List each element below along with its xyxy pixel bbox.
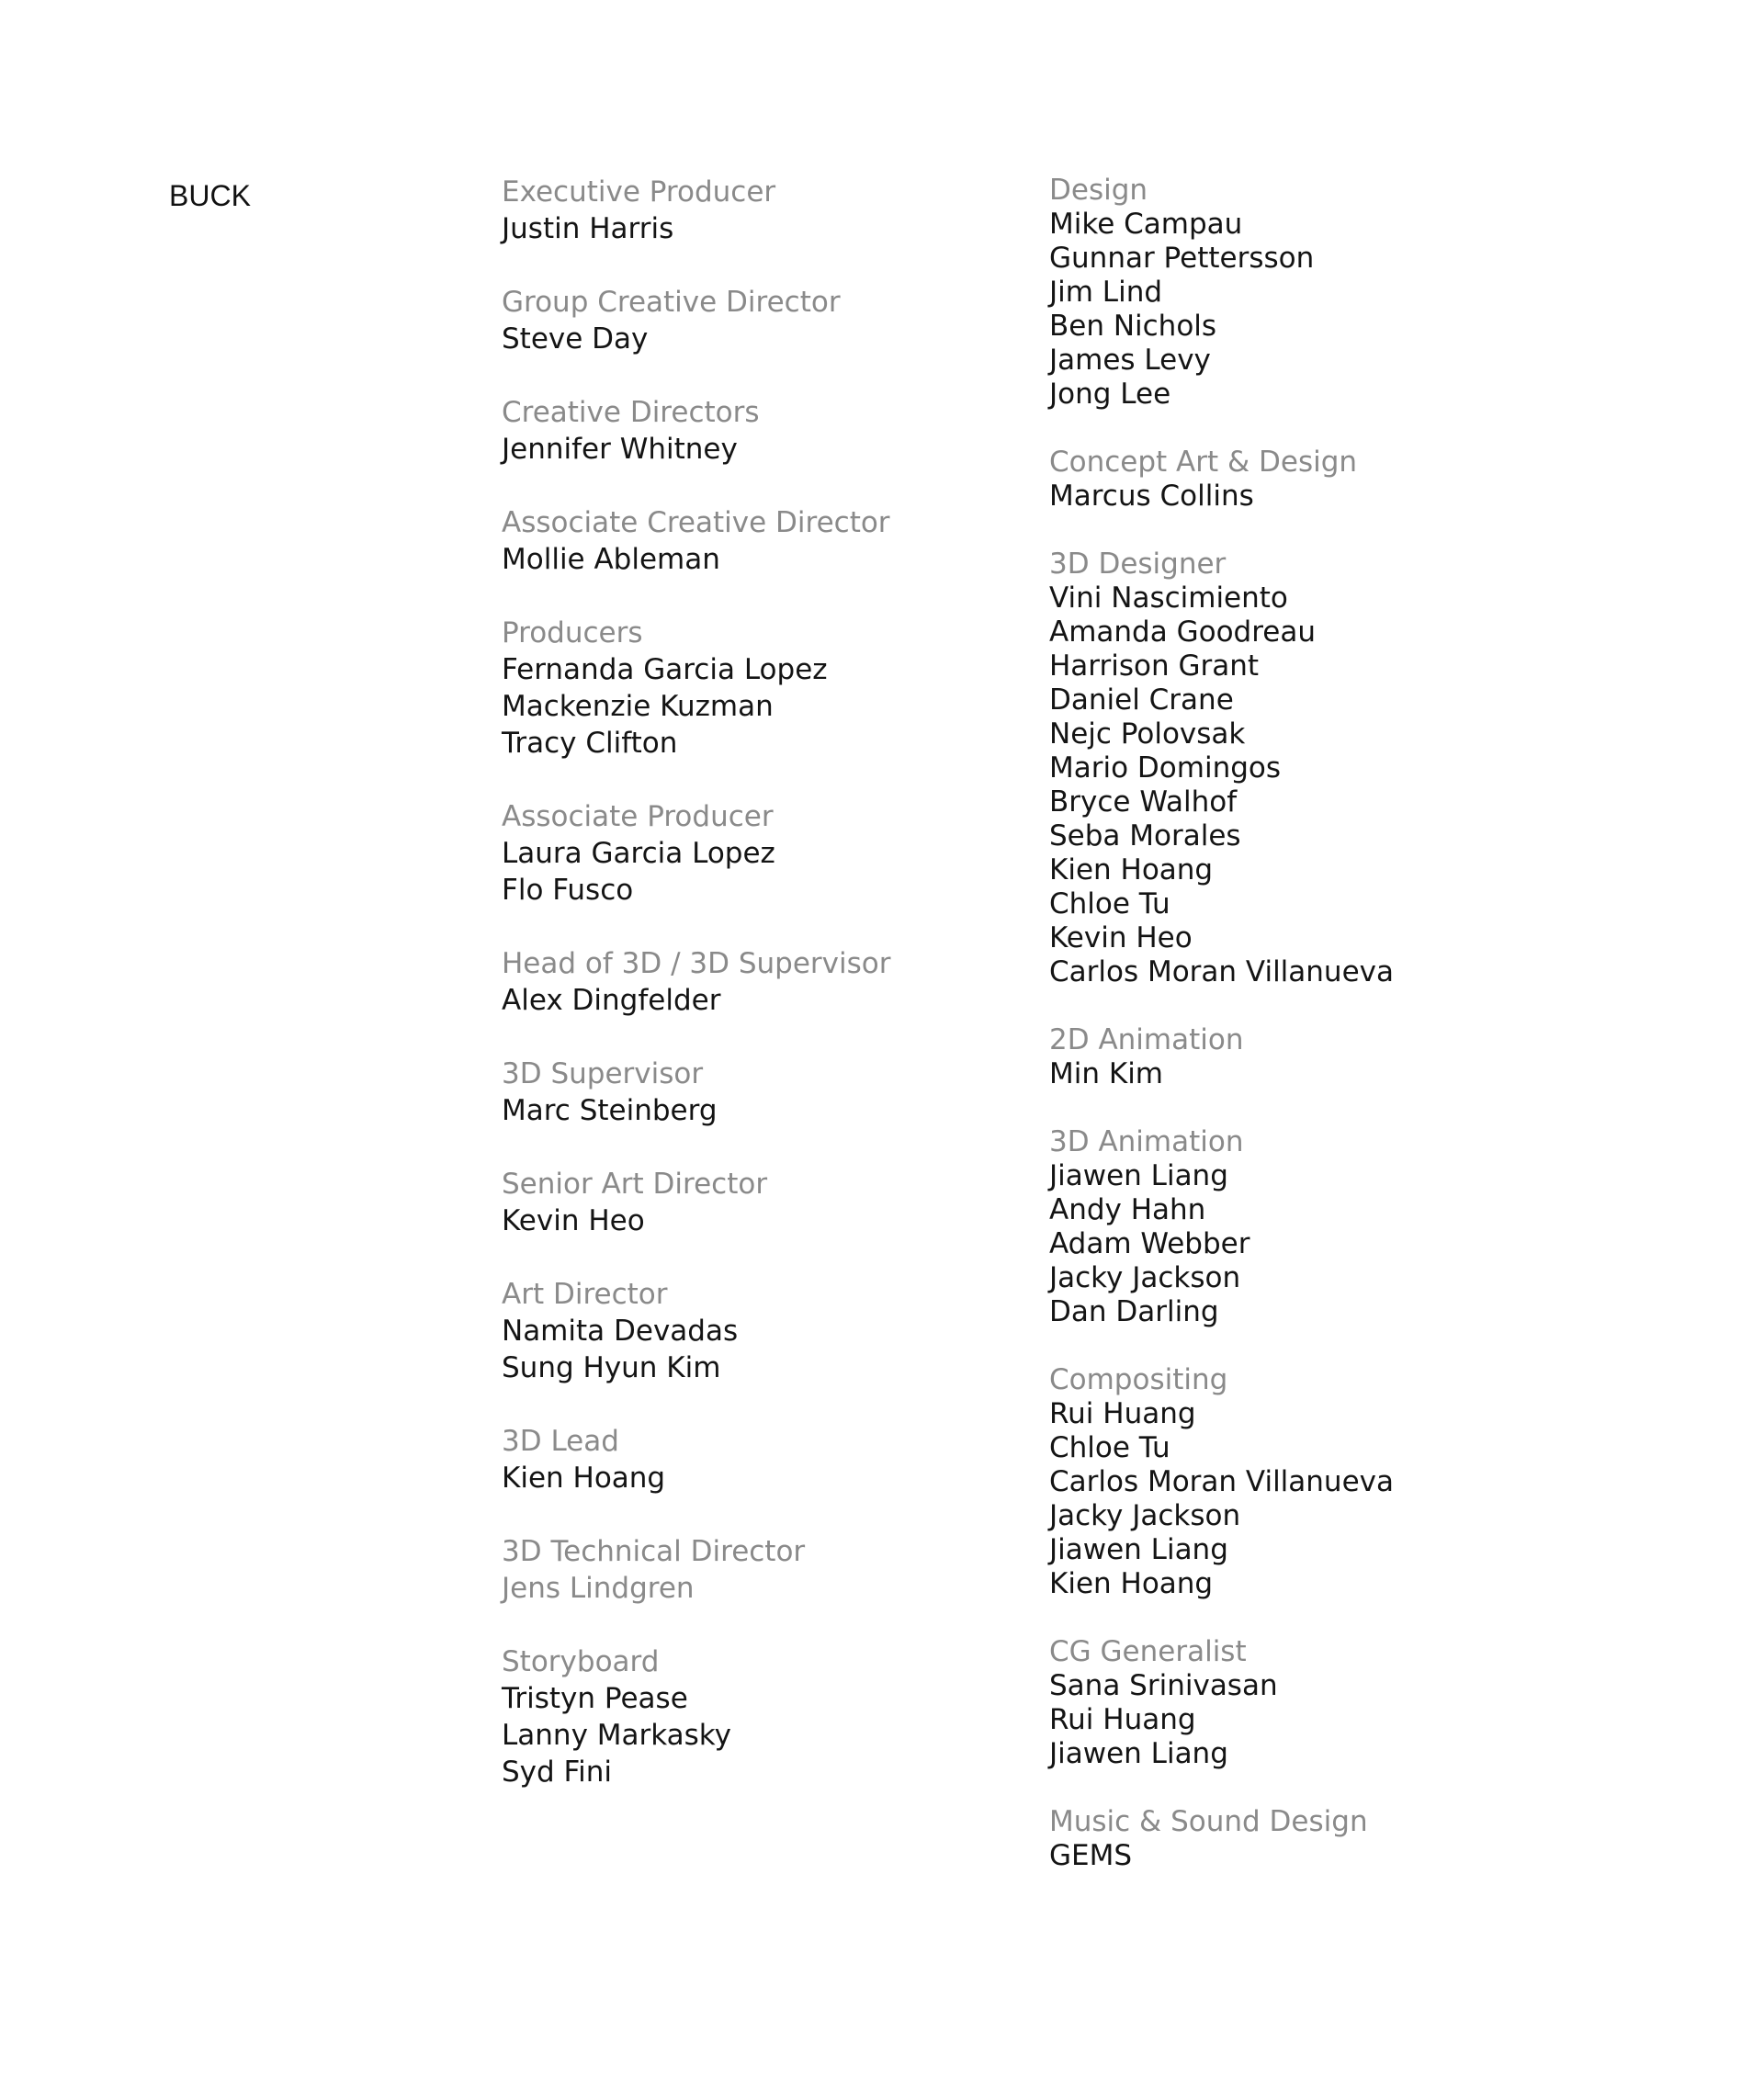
role-title: 3D Supervisor	[502, 1057, 704, 1090]
credit-name: Jacky Jackson	[1049, 1261, 1241, 1294]
role-title: Group Creative Director	[502, 286, 841, 319]
credit-name: Steve Day	[502, 322, 649, 356]
credit-name: Daniel Crane	[1049, 683, 1234, 717]
studio-name: BUCK	[169, 179, 251, 212]
credit-name: Jiawen Liang	[1049, 1737, 1228, 1770]
credit-name: Bryce Walhof	[1049, 785, 1238, 819]
credit-section	[502, 1276, 1016, 1386]
credit-name: Min Kim	[1049, 1057, 1163, 1090]
credit-section	[502, 615, 1016, 762]
credit-name: Chloe Tu	[1049, 1431, 1170, 1464]
role-title: Associate Creative Director	[502, 506, 890, 539]
credit-name: Mackenzie Kuzman	[502, 690, 774, 723]
credit-name: Sung Hyun Kim	[502, 1351, 721, 1384]
credit-section	[502, 284, 1016, 357]
credit-name: Tracy Clifton	[502, 727, 678, 760]
credit-section	[502, 1643, 1016, 1790]
credit-section	[502, 394, 1016, 468]
credit-name: Rui Huang	[1049, 1703, 1196, 1736]
role-title: 3D Animation	[1049, 1125, 1244, 1158]
credit-name: James Levy	[1049, 344, 1211, 377]
credit-name: Adam Webber	[1049, 1227, 1250, 1260]
credit-name: Fernanda Garcia Lopez	[502, 653, 828, 686]
credit-section	[1049, 1635, 1692, 1771]
credit-section	[1049, 1805, 1692, 1873]
role-title: 3D Lead	[502, 1425, 619, 1458]
credit-name: Mollie Ableman	[502, 543, 720, 576]
credit-name: Sana Srinivasan	[1049, 1669, 1278, 1702]
credit-name: Kevin Heo	[502, 1204, 645, 1237]
role-title: Creative Directors	[502, 396, 760, 429]
role-title: Music & Sound Design	[1049, 1805, 1368, 1838]
credit-name: Amanda Goodreau	[1049, 615, 1316, 649]
role-title: Associate Producer	[502, 800, 774, 833]
credit-section	[1049, 548, 1692, 989]
credit-name: Jens Lindgren	[502, 1572, 695, 1605]
role-title: Storyboard	[502, 1645, 660, 1678]
credit-name: Alex Dingfelder	[502, 984, 721, 1017]
credit-name: Chloe Tu	[1049, 887, 1170, 920]
credit-name: Jiawen Liang	[1049, 1159, 1228, 1192]
credit-section	[502, 1423, 1016, 1496]
credit-name: Laura Garcia Lopez	[502, 837, 775, 870]
credit-name: Jiawen Liang	[1049, 1533, 1228, 1566]
credit-section	[1049, 1125, 1692, 1329]
credit-section	[502, 1166, 1016, 1239]
credits-column-right	[1049, 174, 1692, 1907]
credit-name: Jacky Jackson	[1049, 1499, 1241, 1532]
role-title: Senior Art Director	[502, 1168, 768, 1201]
credit-section	[502, 945, 1016, 1019]
credit-name: Jim Lind	[1049, 276, 1163, 309]
credit-name: Ben Nichols	[1049, 310, 1217, 343]
role-title: 3D Technical Director	[502, 1535, 806, 1568]
credit-section	[502, 504, 1016, 578]
credit-section	[502, 1533, 1016, 1607]
credit-name: GEMS	[1049, 1839, 1133, 1872]
credit-name: Mario Domingos	[1049, 751, 1282, 785]
credit-name: Vini Nascimiento	[1049, 581, 1288, 615]
credit-section	[1049, 174, 1692, 412]
credit-section	[1049, 1363, 1692, 1601]
credit-section	[502, 174, 1016, 247]
credit-name: Seba Morales	[1049, 819, 1241, 852]
role-title: Executive Producer	[502, 175, 776, 209]
credit-name: Tristyn Pease	[502, 1682, 688, 1715]
credit-name: Syd Fini	[502, 1756, 613, 1789]
credit-name: Justin Harris	[502, 212, 674, 245]
credit-section	[1049, 446, 1692, 514]
credit-name: Kevin Heo	[1049, 921, 1193, 954]
credit-name: Nejc Polovsak	[1049, 717, 1246, 751]
credit-name: Lanny Markasky	[502, 1719, 731, 1752]
credit-name: Harrison Grant	[1049, 649, 1260, 683]
credit-name: Marc Steinberg	[502, 1094, 718, 1127]
role-title: 2D Animation	[1049, 1023, 1244, 1056]
credit-name: Dan Darling	[1049, 1295, 1219, 1328]
role-title: Head of 3D / 3D Supervisor	[502, 947, 891, 980]
credit-name: Marcus Collins	[1049, 480, 1254, 513]
credit-name: Flo Fusco	[502, 874, 634, 907]
credit-section	[1049, 1023, 1692, 1091]
role-title: 3D Designer	[1049, 548, 1227, 581]
credit-name: Gunnar Pettersson	[1049, 242, 1315, 275]
credit-name: Carlos Moran Villanueva	[1049, 955, 1394, 988]
credit-name: Carlos Moran Villanueva	[1049, 1465, 1394, 1498]
role-title: CG Generalist	[1049, 1635, 1247, 1668]
role-title: Producers	[502, 616, 643, 649]
credit-name: Jong Lee	[1049, 378, 1171, 411]
credit-section	[502, 1056, 1016, 1129]
credit-name: Andy Hahn	[1049, 1193, 1206, 1226]
role-title: Concept Art & Design	[1049, 446, 1358, 479]
credit-name: Rui Huang	[1049, 1397, 1196, 1430]
credit-name: Kien Hoang	[1049, 853, 1214, 886]
credit-name: Jennifer Whitney	[502, 433, 738, 466]
credit-name: Namita Devadas	[502, 1315, 739, 1348]
credit-name: Mike Campau	[1049, 208, 1243, 241]
credit-name: Kien Hoang	[1049, 1567, 1214, 1600]
role-title: Compositing	[1049, 1363, 1228, 1396]
credits-column-left	[502, 174, 1016, 1827]
credit-section	[502, 798, 1016, 909]
role-title: Design	[1049, 174, 1148, 207]
role-title: Art Director	[502, 1278, 668, 1311]
credit-name: Kien Hoang	[502, 1462, 666, 1495]
